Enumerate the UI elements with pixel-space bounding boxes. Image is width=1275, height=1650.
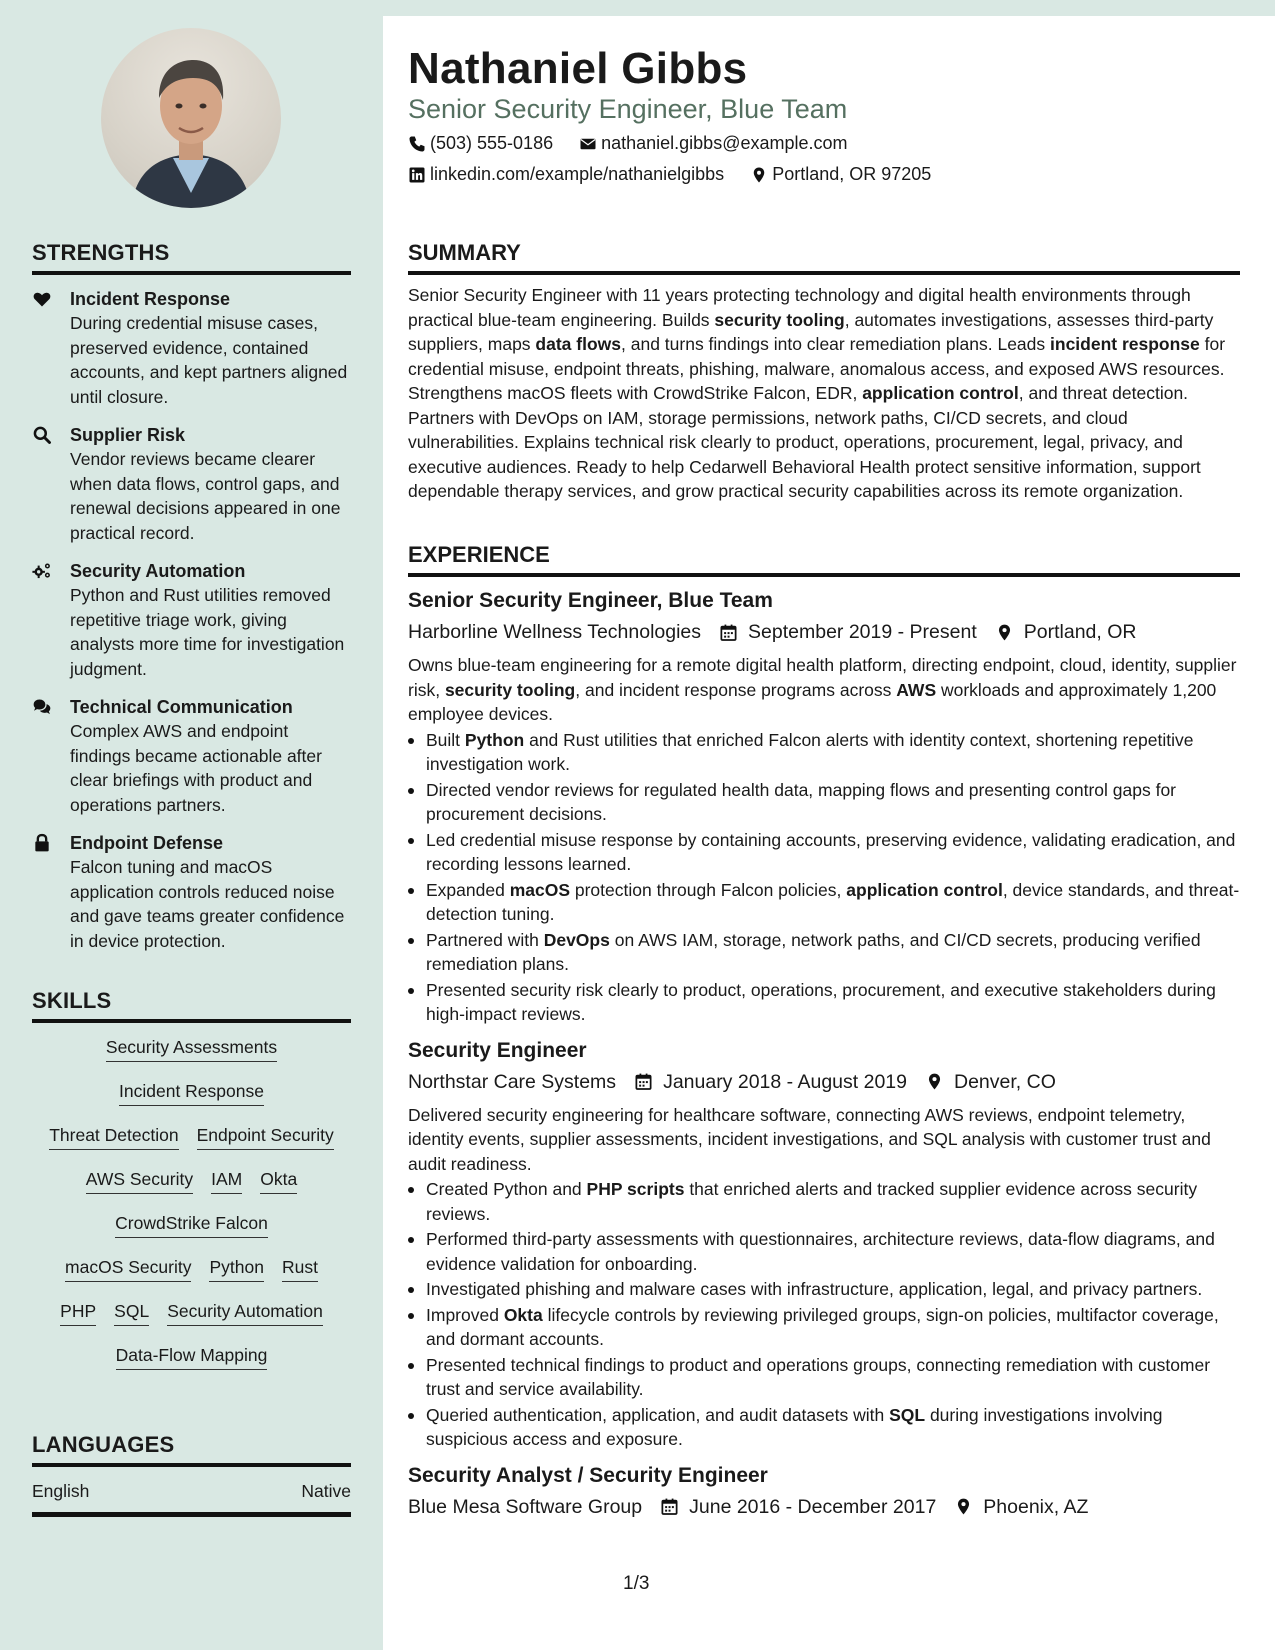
job-bullets [408,1177,1240,1452]
job-location: Portland, OR [995,619,1137,645]
heart-icon [32,289,54,409]
linkedin-contact[interactable] [408,164,724,185]
contact-row-2 [408,164,957,185]
job-dates: January 2018 - August 2019 [634,1069,907,1095]
skills-heading: SKILLS [32,988,351,1023]
strength-desc: During credential misuse cases, preserved evidence, contained accounts, and kept partners aligned until closure. [70,313,348,407]
phone-icon [408,135,426,153]
strengths-heading: STRENGTHS [32,240,351,275]
job-entry [408,1037,1240,1452]
emphasis-text: PHP scripts [586,1179,685,1199]
map-pin-icon [750,166,768,184]
location-text: Portland, OR 97205 [772,164,932,184]
skill-row [32,1123,351,1150]
linkedin-text[interactable]: linkedin.com/example/nathanielgibbs [430,164,725,184]
language-name: English [32,1481,90,1501]
profile-photo [101,28,281,208]
skill-tag: Python [209,1255,263,1282]
phone-contact [408,133,553,154]
skill-row [32,1035,351,1062]
sidebar [0,0,383,1650]
summary-heading: SUMMARY [408,240,1240,275]
strength-item [32,287,351,409]
bullet-item: Presented security risk clearly to product, operations, procurement, and executive stakeholders during high-impact reviews. [408,978,1240,1027]
skill-tag: SQL [114,1299,149,1326]
strength-item [32,423,351,545]
job-company: Harborline Wellness Technologies [408,621,702,643]
map-pin-icon [995,623,1014,642]
skill-tag: AWS Security [86,1167,193,1194]
calendar-icon [719,623,738,642]
skill-tag: Okta [260,1167,297,1194]
skill-tag: Incident Response [119,1079,264,1106]
strength-item [32,695,351,817]
calendar-icon [660,1497,679,1516]
strength-title: Technical Communication [70,697,293,717]
job-dates: June 2016 - December 2017 [660,1494,936,1520]
skill-row [32,1343,351,1370]
strength-title: Endpoint Defense [70,833,224,853]
contact-row-1 [408,133,874,154]
bullet-item: Improved Okta lifecycle controls by reviewing privileged groups, sign-on policies, multifactor coverage, and dormant accounts. [408,1303,1240,1352]
skill-tag: Security Automation [167,1299,323,1326]
bullet-item: Built Python and Rust utilities that enriched Falcon alerts with identity context, shortening repetitive investigation work. [408,728,1240,777]
bullet-item: Queried authentication, application, and audit datasets with SQL during investigations involving suspicious access and exposure. [408,1403,1240,1452]
emphasis-text: data flows [535,334,621,354]
job-meta [408,1494,1240,1520]
skill-tag: Threat Detection [49,1123,178,1150]
job-company: Blue Mesa Software Group [408,1495,643,1518]
emphasis-text: macOS [509,879,570,900]
bullet-item: Expanded macOS protection through Falcon policies, application control, device standards, and threat-detection tuning. [408,878,1240,927]
job-description: Owns blue-team engineering for a remote digital health platform, directing endpoint, cloud, identity, supplier risk, security tooling, and incident response programs across AWS workloads and approximately 1,200 employee devices. [408,655,1237,724]
page-number: 1/3 [623,1573,650,1594]
emphasis-text: application control [846,879,1003,900]
job-description: Delivered security engineering for healthcare software, connecting AWS reviews, endpoint telemetry, identity events, supplier assessments, incident investigations, and SQL analysis with customer trust and audit readiness. [408,1104,1211,1174]
emphasis-text: incident response [1050,334,1200,354]
candidate-role: Senior Security Engineer, Blue Team [408,94,848,124]
bullet-item: Presented technical findings to product and operations groups, connecting remediation with customer trust and service availability. [408,1353,1240,1402]
skills-list [32,1035,351,1370]
skill-row [32,1211,351,1238]
strength-desc: Complex AWS and endpoint findings became actionable after clear briefings with product and operations partners. [70,721,322,815]
job-title: Security Analyst / Security Engineer [408,1463,768,1487]
jobs-list [408,587,1240,1520]
bullet-item: Led credential misuse response by containing accounts, preserving evidence, validating eradication, and recording lessons learned. [408,828,1240,877]
job-meta [408,1069,1240,1095]
bullet-item: Directed vendor reviews for regulated health data, mapping flows and presenting control gaps for procurement decisions. [408,778,1240,827]
strengths-section [32,240,351,953]
map-pin-icon [925,1072,944,1091]
emphasis-text: AWS [896,679,937,700]
strength-title: Incident Response [70,289,231,309]
experience-section [408,542,1240,1520]
job-location: Denver, CO [925,1069,1056,1095]
chat-icon [32,697,54,817]
skills-section [32,988,351,1387]
emphasis-text: security tooling [444,679,576,700]
skill-row [32,1299,351,1326]
skill-tag: PHP [60,1299,96,1326]
emphasis-text: Python [464,729,525,750]
emphasis-text: SQL [889,1404,926,1425]
email-contact[interactable] [579,133,847,154]
linkedin-icon [408,166,426,184]
candidate-name: Nathaniel Gibbs [408,44,748,93]
calendar-icon [634,1072,653,1091]
map-pin-icon [954,1497,973,1516]
search-icon [32,425,54,545]
emphasis-text: security tooling [714,309,845,330]
bullet-item: Created Python and PHP scripts that enriched alerts and tracked supplier evidence across security reviews. [408,1177,1240,1226]
job-meta [408,619,1240,645]
skill-tag: CrowdStrike Falcon [115,1211,268,1238]
skill-tag: IAM [211,1167,242,1194]
skill-row [32,1079,351,1106]
languages-section [32,1432,351,1517]
language-row [32,1481,351,1517]
skill-row [32,1255,351,1282]
job-dates: September 2019 - Present [719,619,977,645]
bullet-item: Performed third-party assessments with questionnaires, architecture reviews, data-flow diagrams, and evidence validation for onboarding. [408,1227,1240,1276]
envelope-icon [579,135,597,153]
experience-heading: EXPERIENCE [408,542,1240,577]
summary-text: Senior Security Engineer with 11 years protecting technology and digital health environments through practical blue-team engineering. Builds security tooling, automates investigations, assesses third-party suppliers, maps data flows, and turns findings into clear remediation plans. Leads incident response for credential misuse, endpoint threats, phishing, malware, anomalous access, and exposed AWS resources. Strengthens macOS fleets with CrowdStrike Falcon, EDR, application control, and threat detection. Partners with DevOps on IAM, storage permissions, network paths, CI/CD secrets, and cloud vulnerabilities. Explains technical risk clearly to product, operations, procurement, legal, privacy, and executive audiences. Ready to help Cedarwell Behavioral Health protect sensitive information, support dependable therapy services, and grow practical security capabilities across its remote organization. [408,285,1226,501]
emphasis-text: application control [862,383,1019,403]
strength-desc: Falcon tuning and macOS application controls reduced noise and gave teams greater confidence in device protection. [70,857,345,951]
strength-item [32,559,351,681]
language-level: Native [301,1481,351,1501]
strength-item [32,831,351,953]
skill-tag: Endpoint Security [197,1123,334,1150]
skill-row [32,1167,351,1194]
skill-tag: Data-Flow Mapping [116,1343,268,1370]
skill-tag: Security Assessments [106,1035,277,1062]
job-company: Northstar Care Systems [408,1070,617,1093]
job-entry [408,587,1240,1027]
job-location: Phoenix, AZ [954,1494,1088,1520]
summary-section [408,240,1240,504]
job-entry [408,1462,1240,1520]
job-bullets [408,728,1240,1027]
strength-desc: Vendor reviews became clearer when data flows, control gaps, and renewal decisions appeared in one practical record. [70,449,341,543]
skill-tag: Rust [282,1255,318,1282]
strength-desc: Python and Rust utilities removed repetitive triage work, giving analysts more time for investigation judgment. [70,585,345,679]
gears-icon [32,561,54,681]
lock-icon [32,833,54,953]
strength-title: Security Automation [70,561,246,581]
emphasis-text: Okta [503,1304,543,1325]
job-title: Security Engineer [408,1038,587,1062]
bullet-item: Investigated phishing and malware cases with infrastructure, application, legal, and privacy partners. [408,1277,1240,1302]
location-contact [750,164,931,185]
email-text[interactable]: nathaniel.gibbs@example.com [601,133,848,153]
skill-tag: macOS Security [65,1255,191,1282]
bullet-item: Partnered with DevOps on AWS IAM, storage, network paths, and CI/CD secrets, producing verified remediation plans. [408,928,1240,977]
emphasis-text: DevOps [543,929,610,950]
phone-text: (503) 555-0186 [430,133,554,153]
languages-heading: LANGUAGES [32,1432,351,1467]
job-title: Senior Security Engineer, Blue Team [408,589,773,612]
strength-title: Supplier Risk [70,425,186,445]
